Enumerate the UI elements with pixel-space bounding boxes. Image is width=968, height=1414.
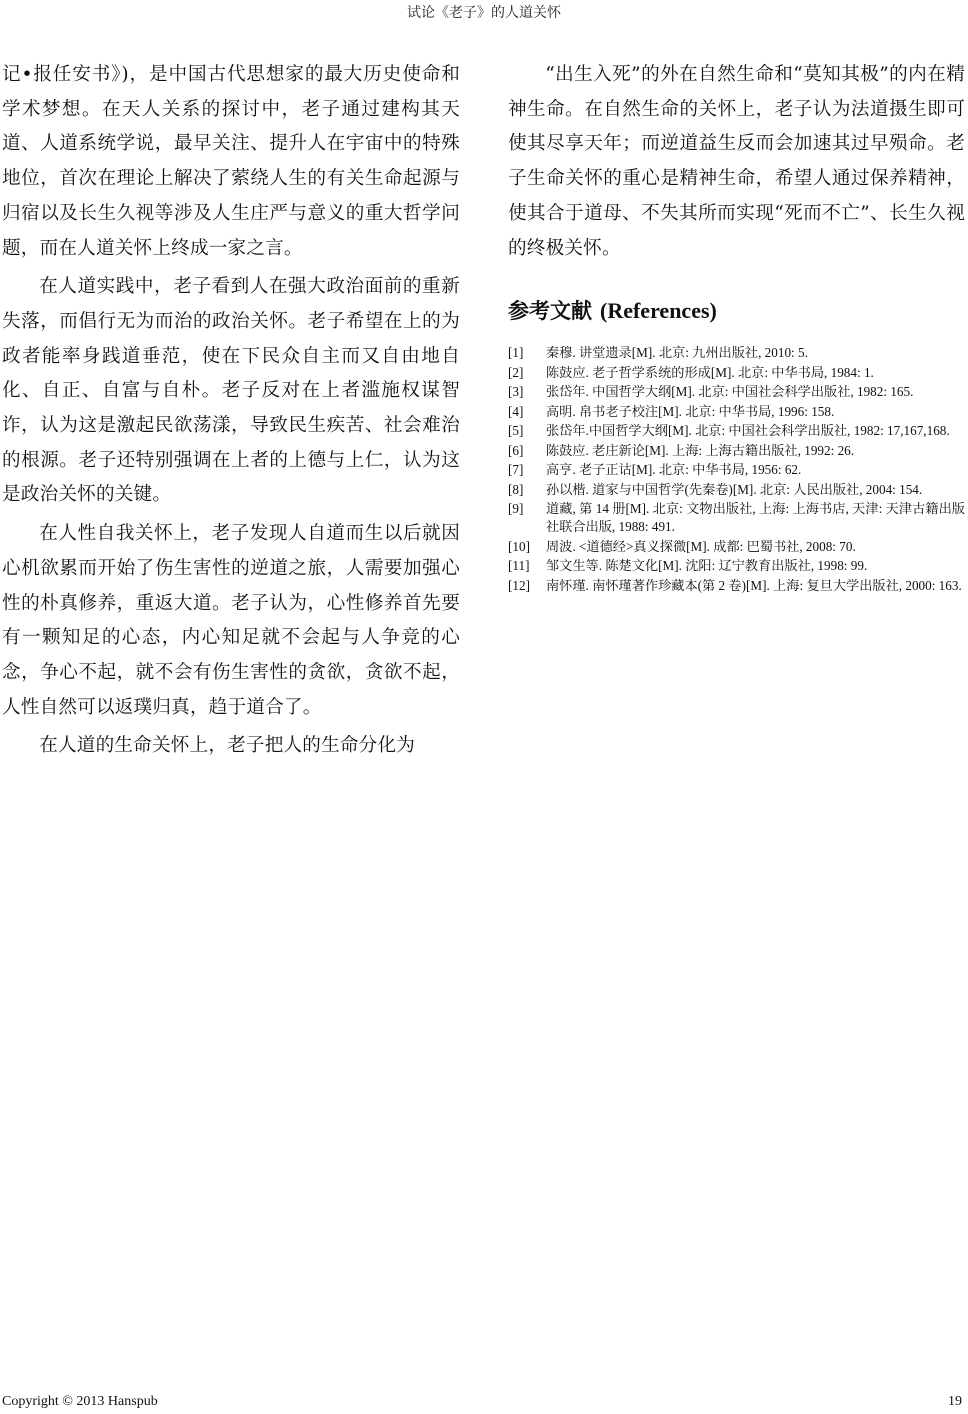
reference-number: [1] <box>508 345 524 360</box>
reference-text: 张岱年. 中国哲学大纲[M]. 北京: 中国社会科学出版社, 1982: 165. <box>546 384 914 399</box>
page-number: 19 <box>948 1394 962 1409</box>
reference-number: [3] <box>508 384 524 399</box>
reference-number: [4] <box>508 403 524 419</box>
reference-text: 孙以楷. 道家与中国哲学(先秦卷)[M]. 北京: 人民出版社, 2004: 154. <box>546 481 923 497</box>
reference-item <box>508 577 965 595</box>
reference-number: [2] <box>508 364 524 380</box>
reference-text: 陈鼓应. 老子哲学系统的形成[M]. 北京: 中华书局, 1984: 1. <box>546 364 874 380</box>
reference-text: 张岱年.中国哲学大纲[M]. 北京: 中国社会科学出版社, 1982: 17,167,168. <box>546 423 950 438</box>
right-column <box>508 58 965 593</box>
copyright-notice: Copyright © 2013 Hanspub <box>2 1394 158 1409</box>
reference-text: 周波. <道德经>真义探微[M]. 成都: 巴蜀书社, 2008: 70. <box>546 538 856 554</box>
reference-text: 陈鼓应. 老庄新论[M]. 上海: 上海古籍出版社, 1992: 26. <box>546 442 855 458</box>
body-paragraph: 在人道的生命关怀上，老子把人的生命分化为 <box>39 735 416 757</box>
reference-item <box>508 364 965 382</box>
reference-number: [7] <box>508 462 524 477</box>
reference-number: [12] <box>508 577 530 593</box>
reference-text: 高明. 帛书老子校注[M]. 北京: 中华书局, 1996: 158. <box>546 403 835 419</box>
reference-item <box>508 557 965 575</box>
reference-number: [9] <box>508 501 524 516</box>
reference-number: [10] <box>508 538 530 554</box>
reference-item <box>508 461 965 479</box>
reference-text: 秦穆. 讲堂遗录[M]. 北京: 九州出版社, 2010: 5. <box>546 345 808 360</box>
body-paragraph: 在人道实践中，老子看到人在强大政治面前的重新失落，而倡行无为而治的政治关怀。老子希望在上的为政者能率身践道垂范，使在下民众自主而又自由地自化、自正、自富与自朴。老子反对在上者滥施权谋智诈，认为这是激起民欲荡漾，导致民生疾苦、社会难治的根源。老子还特别强调在上者的上德与上仁，认为这是政治关怀的关键。 <box>2 276 460 506</box>
reference-text: 邹文生等. 陈楚文化[M]. 沈阳: 辽宁教育出版社, 1998: 99. <box>546 558 868 573</box>
reference-item <box>508 383 965 401</box>
reference-number: [5] <box>508 423 524 438</box>
reference-item <box>508 481 965 499</box>
references-heading <box>508 296 717 326</box>
reference-number: [11] <box>508 558 530 573</box>
reference-item <box>508 422 965 440</box>
reference-text: 道藏, 第 14 册[M]. 北京: 文物出版社, 上海: 上海书店, 天津: 天津古籍出版社联合出版, 1988: 491. <box>546 501 965 534</box>
reference-item <box>508 403 965 421</box>
left-column <box>2 58 460 764</box>
reference-item <box>508 442 965 460</box>
reference-item <box>508 538 965 556</box>
reference-text: 高亨. 老子正诂[M]. 北京: 中华书局, 1956: 62. <box>546 462 802 477</box>
reference-item <box>508 500 965 536</box>
reference-text: 南怀瑾. 南怀瑾著作珍藏本(第 2 卷)[M]. 上海: 复旦大学出版社, 2000: 163. <box>546 577 962 593</box>
running-title: 试论《老子》的人道关怀 <box>407 5 561 21</box>
references-heading-zh: 参考文献 <box>508 299 592 323</box>
reference-number: [6] <box>508 442 524 458</box>
reference-item <box>508 344 965 362</box>
references-heading-en: (References) <box>600 298 717 323</box>
body-paragraph: 记•报任安书》)，是中国古代思想家的最大历史使命和学术梦想。在天人关系的探讨中，老子通过建构其天道、人道系统学说，最早关注、提升人在宇宙中的特殊地位，首次在理论上解决了萦绕人生的有关生命起源与归宿以及长生久视等涉及人生庄严与意义的重大哲学问题，而在人道关怀上终成一家之言。 <box>2 64 460 259</box>
reference-list <box>508 344 965 596</box>
body-paragraph: “出生入死”的外在自然生命和“莫知其极”的内在精神生命。在自然生命的关怀上，老子认为法道摄生即可使其尽享天年；而逆道益生反而会加速其过早殒命。老子生命关怀的重心是精神生命，希望人通过保养精神，使其合于道母、不失其所而实现“死而不亡”、长生久视的终极关怀。 <box>508 64 965 259</box>
reference-number: [8] <box>508 481 524 497</box>
body-paragraph: 在人性自我关怀上，老子发现人自道而生以后就因心机欲累而开始了伤生害性的逆道之旅，人需要加强心性的朴真修养，重返大道。老子认为，心性修养首先要有一颗知足的心态，内心知足就不会起与人争竞的心念，争心不起，就不会有伤生害性的贪欲，贪欲不起，人性自然可以返璞归真，趋于道合了。 <box>2 523 460 718</box>
